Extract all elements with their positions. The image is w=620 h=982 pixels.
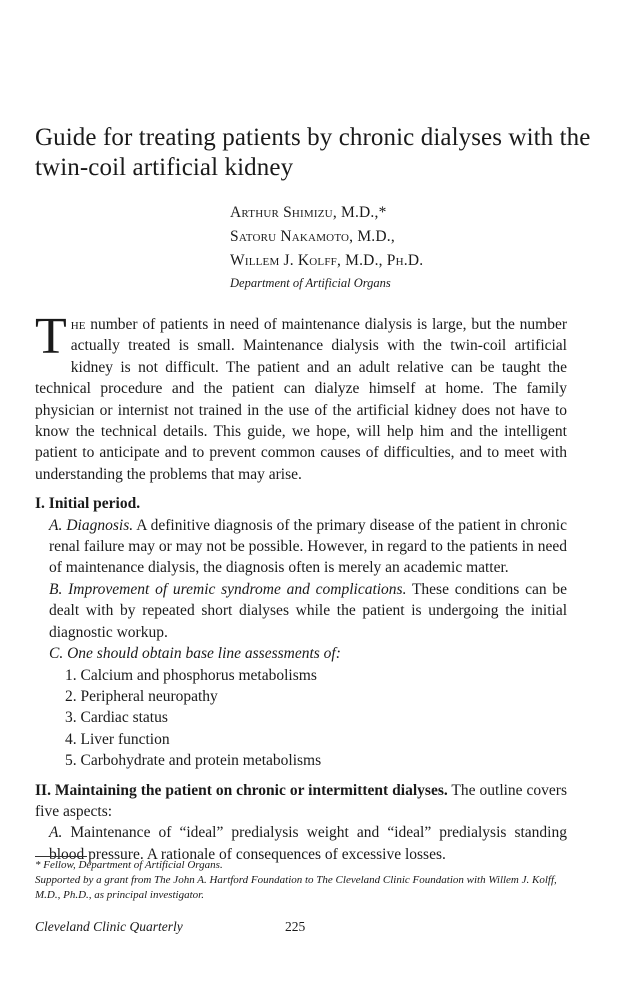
section-1b-label: B. Improvement of uremic syndrome and complications.: [49, 580, 407, 598]
section-1c-label: C. One should obtain base line assessments of:: [49, 645, 341, 663]
list-item: 5. Carbohydrate and protein metabolisms: [65, 752, 322, 770]
list-item: 4. Liver function: [65, 730, 170, 748]
section-1b: [35, 579, 567, 643]
footnote-divider: [35, 856, 87, 857]
page-footer: [35, 918, 575, 936]
section-1-heading: I. Initial period.: [35, 495, 141, 513]
section-1a-label: A. Diagnosis.: [49, 516, 134, 534]
list-item: 2. Peripheral neuropathy: [65, 687, 218, 705]
footnotes: [35, 858, 575, 903]
intro-text: number of patients in need of maintenance dialysis is large, but the number actually treated is small. Maintenance dialysis with the twin-coil artificial kidney is not difficult. The patient and an adult relative can be taught the technical procedure and the patient can dialyze himself at home. The family physician or internist not trained in the use of the artificial kidney does not have to know the technical details. This guide, we hope, will help him and the intelligent patient to anticipate and to prevent common causes of difficulties, and to meet with understanding the problems that may arise.: [35, 316, 567, 483]
author-2: Satoru Nakamoto, M.D.,: [230, 228, 395, 245]
assessment-list: [35, 665, 567, 772]
section-2-heading: II. Maintaining the patient on chronic or intermittent dialyses.: [35, 781, 448, 799]
section-2: [35, 780, 567, 823]
list-item: 1. Calcium and phosphorus metabolisms: [65, 666, 317, 684]
intro-lead: he: [70, 316, 86, 333]
section-2a-text: Maintenance of “ideal” predialysis weight and “ideal” predialysis standing blood pressure. A rationale of consequences of excessive losses.: [49, 824, 567, 863]
section-1a-text: A definitive diagnosis of the primary disease of the patient in chronic renal failure may or may not be possible. However, in regard to the patients in need of maintenance dialysis, the diagnosis often is merely an academic matter.: [49, 516, 567, 577]
section-1a: [35, 515, 567, 579]
section-1b-text: These conditions can be dealt with by repeated short dialyses while the patient is undergoing the initial diagnostic workup.: [49, 580, 567, 641]
author-3: Willem J. Kolff, M.D., Ph.D.: [230, 252, 424, 269]
journal-name: Cleveland Clinic Quarterly: [35, 919, 183, 934]
article-body: [35, 308, 567, 865]
author-block: [230, 201, 423, 293]
footnote-2: Supported by a grant from The John A. Hartford Foundation to The Cleveland Clinic Foundation with Willem J. Kolff, M.D., Ph.D., as principal investigator.: [35, 874, 557, 901]
section-2a-label: A.: [49, 824, 63, 842]
section-2-text: The outline covers five aspects:: [35, 781, 567, 820]
author-1: Arthur Shimizu, M.D.,*: [230, 204, 387, 221]
drop-cap: T: [35, 308, 67, 365]
intro-paragraph: [35, 308, 567, 485]
article-title: Guide for treating patients by chronic dialyses with the twin-coil artificial kidney: [35, 124, 591, 181]
footnote-1: * Fellow, Department of Artificial Organs.: [35, 859, 223, 871]
department: Department of Artificial Organs: [230, 276, 391, 290]
list-item: 3. Cardiac status: [65, 709, 168, 727]
page-number: 225: [285, 919, 306, 934]
